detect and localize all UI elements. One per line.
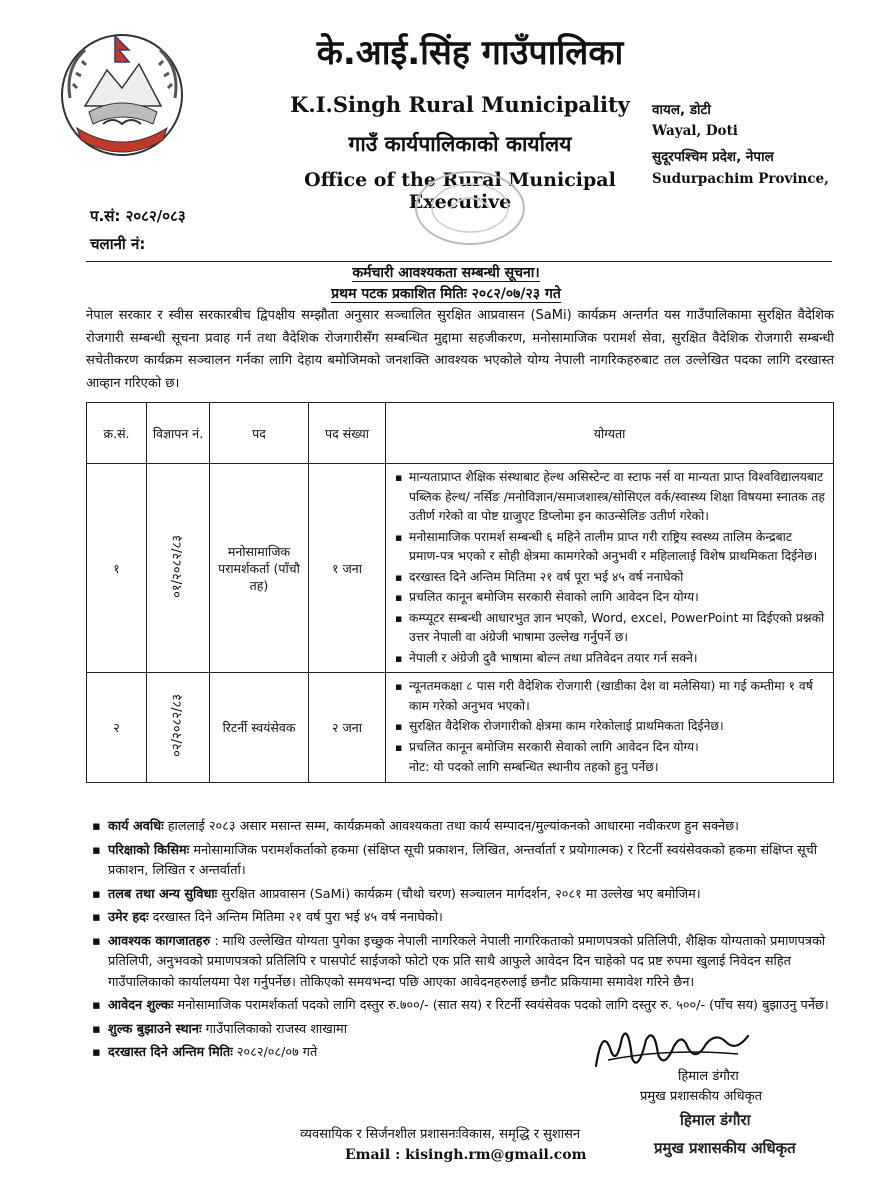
list-item [92,885,834,906]
list-item [92,817,834,838]
term-text: मनोसामाजिक परामर्शकर्ताको हकमा (संक्षिप्त सूची प्रकाशन, लिखित, अन्तर्वार्ता र प्रयोगात्मक) र रिटर्नी स्वयंसेवकको हकमा संक्षिप्त सूची प्रकाशन, लिखित र अन्तर्वार्ता। [108,842,818,878]
row-ad-number-cell [147,673,210,783]
list-item [92,841,834,882]
publish-date-text: प्रथम पटक प्रकाशित मितिः २०८२/०७/२३ गते [331,286,561,302]
term-label: दरखास्त दिने अन्तिम मितिः [108,1045,233,1060]
municipality-title-english: K.I.Singh Rural Municipality [290,92,630,117]
term-text: गाउँपालिकाको राजस्व शाखामा [201,1021,348,1037]
qualification-list [387,674,832,781]
footer-email: Email : kisingh.rm@gmail.com [345,1147,587,1163]
term-label: तलब तथा अन्य सुविधाः [108,886,218,902]
header-serial: क्र.सं. [87,403,147,464]
list-item [92,996,834,1017]
row-ad-number-cell [147,464,210,673]
footer-slogan: व्यवसायिक र सिर्जनशील प्रशासनःविकास, समृद्धि र सुशासन [300,1127,581,1142]
notice-title-text: कर्मचारी आवश्यकता सम्बन्धी सूचना। [352,265,540,281]
list-item: ▪ प्रचलित कानून बमोजिम सरकारी सेवाको लागि आवेदन दिन योग्य। [395,588,826,608]
list-item: ▪ प्रचलित कानून बमोजिम सरकारी सेवाको लागि आवेदन दिन योग्य। [395,738,826,758]
table-header-row [87,403,834,464]
notice-title [0,263,892,282]
table-row [87,673,834,783]
header-qualification: योग्यता [386,403,834,464]
header-ad-number: विज्ञापन नं. [147,403,210,464]
address-line: Wayal, Doti [652,123,738,139]
signer-title: प्रमुख प्रशासकीय अधिकृत [640,1089,763,1104]
list-item: ▪ दरखास्त दिने अन्तिम मितिमा २१ वर्ष पूरा भई ४५ वर्ष ननाघेको [395,568,826,588]
term-text: : माथि उल्लेखित योग्यता पुगेका इच्छुक नेपाली नागरिकले नेपाली नागरिकताको प्रमाणपत्रको प्रतिलिपी, शैक्षिक योग्यताको प्रमाणपत्रको प्रतिलिपी, अनुभवको प्रमाणपत्रको प्रतिलिपि र पासपोर्ट साईजको फोटो एक प्रति साथै आफुले आवेदन दिन चाहेको पद प्रष्ट रुपमा खुलाई निवेदन सहित गाउँपालिकाको कार्यालयमा पेश गर्नुपर्नेछ। तोकिएको समयभन्दा पछि आएका आवेदनहरुलाई छनौट प्रकियामा समावेश गरिने छैन। [108,933,826,990]
address-line: वायल, डोटी [652,102,711,118]
list-item [92,932,834,994]
vacancy-table [86,402,834,783]
term-label: कार्य अवधिः [108,819,164,834]
row-post-count: १ जना [309,464,386,673]
notice-intro-paragraph: नेपाल सरकार र स्वीस सरकारबीच द्विपक्षीय सम्झौता अनुसार सञ्चालित सुरक्षित आप्रवासन (SaMi) कार्यक्रम अन्तर्गत यस गाउँपालिकामा सुरक्षित वैदेशिक रोजगारी सम्बन्धी सूचना प्रवाह गर्न तथा वैदेशिक रोजगारीसँग सम्बन्धित मुद्दामा सहजीकरण, मनोसामाजिक परामर्श सेवा, सुरक्षित वैदेशिक रोजगारी सम्बन्धी सचेतीकरण कार्यक्रम सञ्चालन गर्नका लागि देहाय बमोजिमको जनशक्ति आवश्यक भएकोले योग्य नेपाली नागरिकहरुबाट तल उल्लेखित पदका लागि दरखास्त आव्हान गरिएको छ। [86,308,834,391]
term-label: शुल्क बुझाउने स्थानः [108,1021,202,1037]
term-label: आवेदन शुल्कः [108,998,174,1013]
emblem-logo [55,28,190,158]
header-post-count: पद संख्या [309,403,386,464]
list-item: ▪ मनोसामाजिक परामर्श सम्बन्धी ६ महिने तालीम प्राप्त गरी राष्ट्रिय स्वस्थ्य तालिम केन्द्रबाट प्रमाण-पत्र भएको र सोही क्षेत्रमा कामगरेको अनुभवी र महिलालाई विशेष प्राथमिकता दिईनेछ। [395,528,826,567]
office-title-nepali: गाउँ कार्यपालिकाको कार्यालय [348,132,572,156]
header-post: पद [210,403,309,464]
list-item: ▪ मान्यताप्राप्त शैक्षिक संस्थाबाट हेल्थ असिस्टेन्ट वा स्टाफ नर्स वा मान्यता प्राप्त विश्वविद्यालयबाट पब्लिक हेल्थ/ नर्सिङ /मनोविज्ञान/समाजशास्त्र/सोसिएल वर्क/स्वास्थ्य शिक्षा विषयमा स्नातक तह उतीर्ण गरेको वा पोष्ट ग्राजुएट डिप्लोमा इन काउन्सेलिङ उतीर्ण गरेको। [395,468,826,527]
row-post: रिटर्नी स्वयंसेवक [210,673,309,783]
term-text: मनोसामाजिक परामर्शकर्ता पदको लागि दस्तुर रु.७००/- (सात सय) र रिटर्नी स्वयंसेवक पदको लागि दस्तुर रु. ५००/- (पाँच सय) बुझाउनु पर्नेछ। [173,998,829,1013]
term-text: हाललाई २०८३ असार मसान्त सम्म, कार्यक्रमको आवश्यकता तथा कार्य सम्पादन/मुल्यांकनको आधारमा नवीकरण हुन सक्नेछ। [163,819,739,834]
municipality-title-nepali: के.आई.सिंह गाउँपालिका [316,33,624,73]
office-seal-stamp [410,168,530,248]
list-item: ▪ न्यूनतमकक्षा ८ पास गरी वैदेशिक रोजगारी (खाडीका देश वा मलेसिया) मा गई कम्तीमा १ वर्ष काम गरेको अनुभव भएको। [395,677,826,716]
list-item: ▪ कम्प्यूटर सम्बन्धी आधारभुत ज्ञान भएको, Word, excel, PowerPoint मा दिईएको प्रश्नको उत्तर नेपाली वा अंग्रेजी भाषामा उल्लेख गर्नुपर्ने छ। [395,609,826,648]
term-text: सुरक्षित आप्रवासन (SaMi) कार्यक्रम (चौथो चरण) सञ्चालन मार्गदर्शन, २०८१ मा उल्लेख भए बमोजिम। [217,886,701,902]
term-label: उमेर हदः [108,910,149,925]
row-post: मनोसामाजिक परामर्शकर्ता (पाँचौ तह) [210,464,309,673]
reference-number: प.सं: २०८२/०८३ [90,207,186,225]
row-serial: २ [87,673,147,783]
address-line: सुदूरपश्चिम प्रदेश, नेपाल [652,149,774,165]
row-ad-number: ०२/२०८२/८३ [170,694,185,758]
office-title-english: Office of the Rural Municipal Executive [304,169,616,213]
signer-name: हिमाल डंगौरा [678,1069,739,1084]
stamp-name: हिमाल डंगौरा [680,1111,751,1129]
stamp-title: प्रमुख प्रशासकीय अधिकृत [654,1139,796,1157]
term-label: परिक्षाको किसिमः [108,842,190,858]
address-line: Sudurpachim Province, [652,171,829,187]
row-qualifications [386,464,834,673]
qualification-list [387,465,832,671]
qualification-note: नोट: यो पदको लागि सम्बन्धित स्थानीय तहको हुनु पर्नेछ। [409,760,659,774]
publish-date [0,284,892,303]
list-item: ▪ सुरक्षित वैदेशिक रोजगारीको क्षेत्रमा काम गरेकोलाई प्राथमिकता दिईनेछ। [395,717,826,737]
term-text: २०८२/०८/०७ गते [232,1045,318,1060]
term-label: आवश्यक कागजातहरु [108,933,211,949]
row-serial: १ [87,464,147,673]
row-ad-number: ०१/२०८२/८३ [170,535,185,598]
row-qualifications [386,673,834,783]
term-text: दरखास्त दिने अन्तिम मितिमा २१ वर्ष पुरा भई ४५ वर्ष ननाघेको। [148,910,443,925]
row-post-count: २ जना [309,673,386,783]
table-row [87,464,834,673]
header-divider [86,261,832,262]
list-item [92,908,834,929]
dispatch-number: चलानी नं: [90,235,146,253]
list-item: ▪ नेपाली र अंग्रेजी दुवै भाषामा बोल्न तथा प्रतिवेदन तयार गर्न सक्ने। [395,649,826,669]
